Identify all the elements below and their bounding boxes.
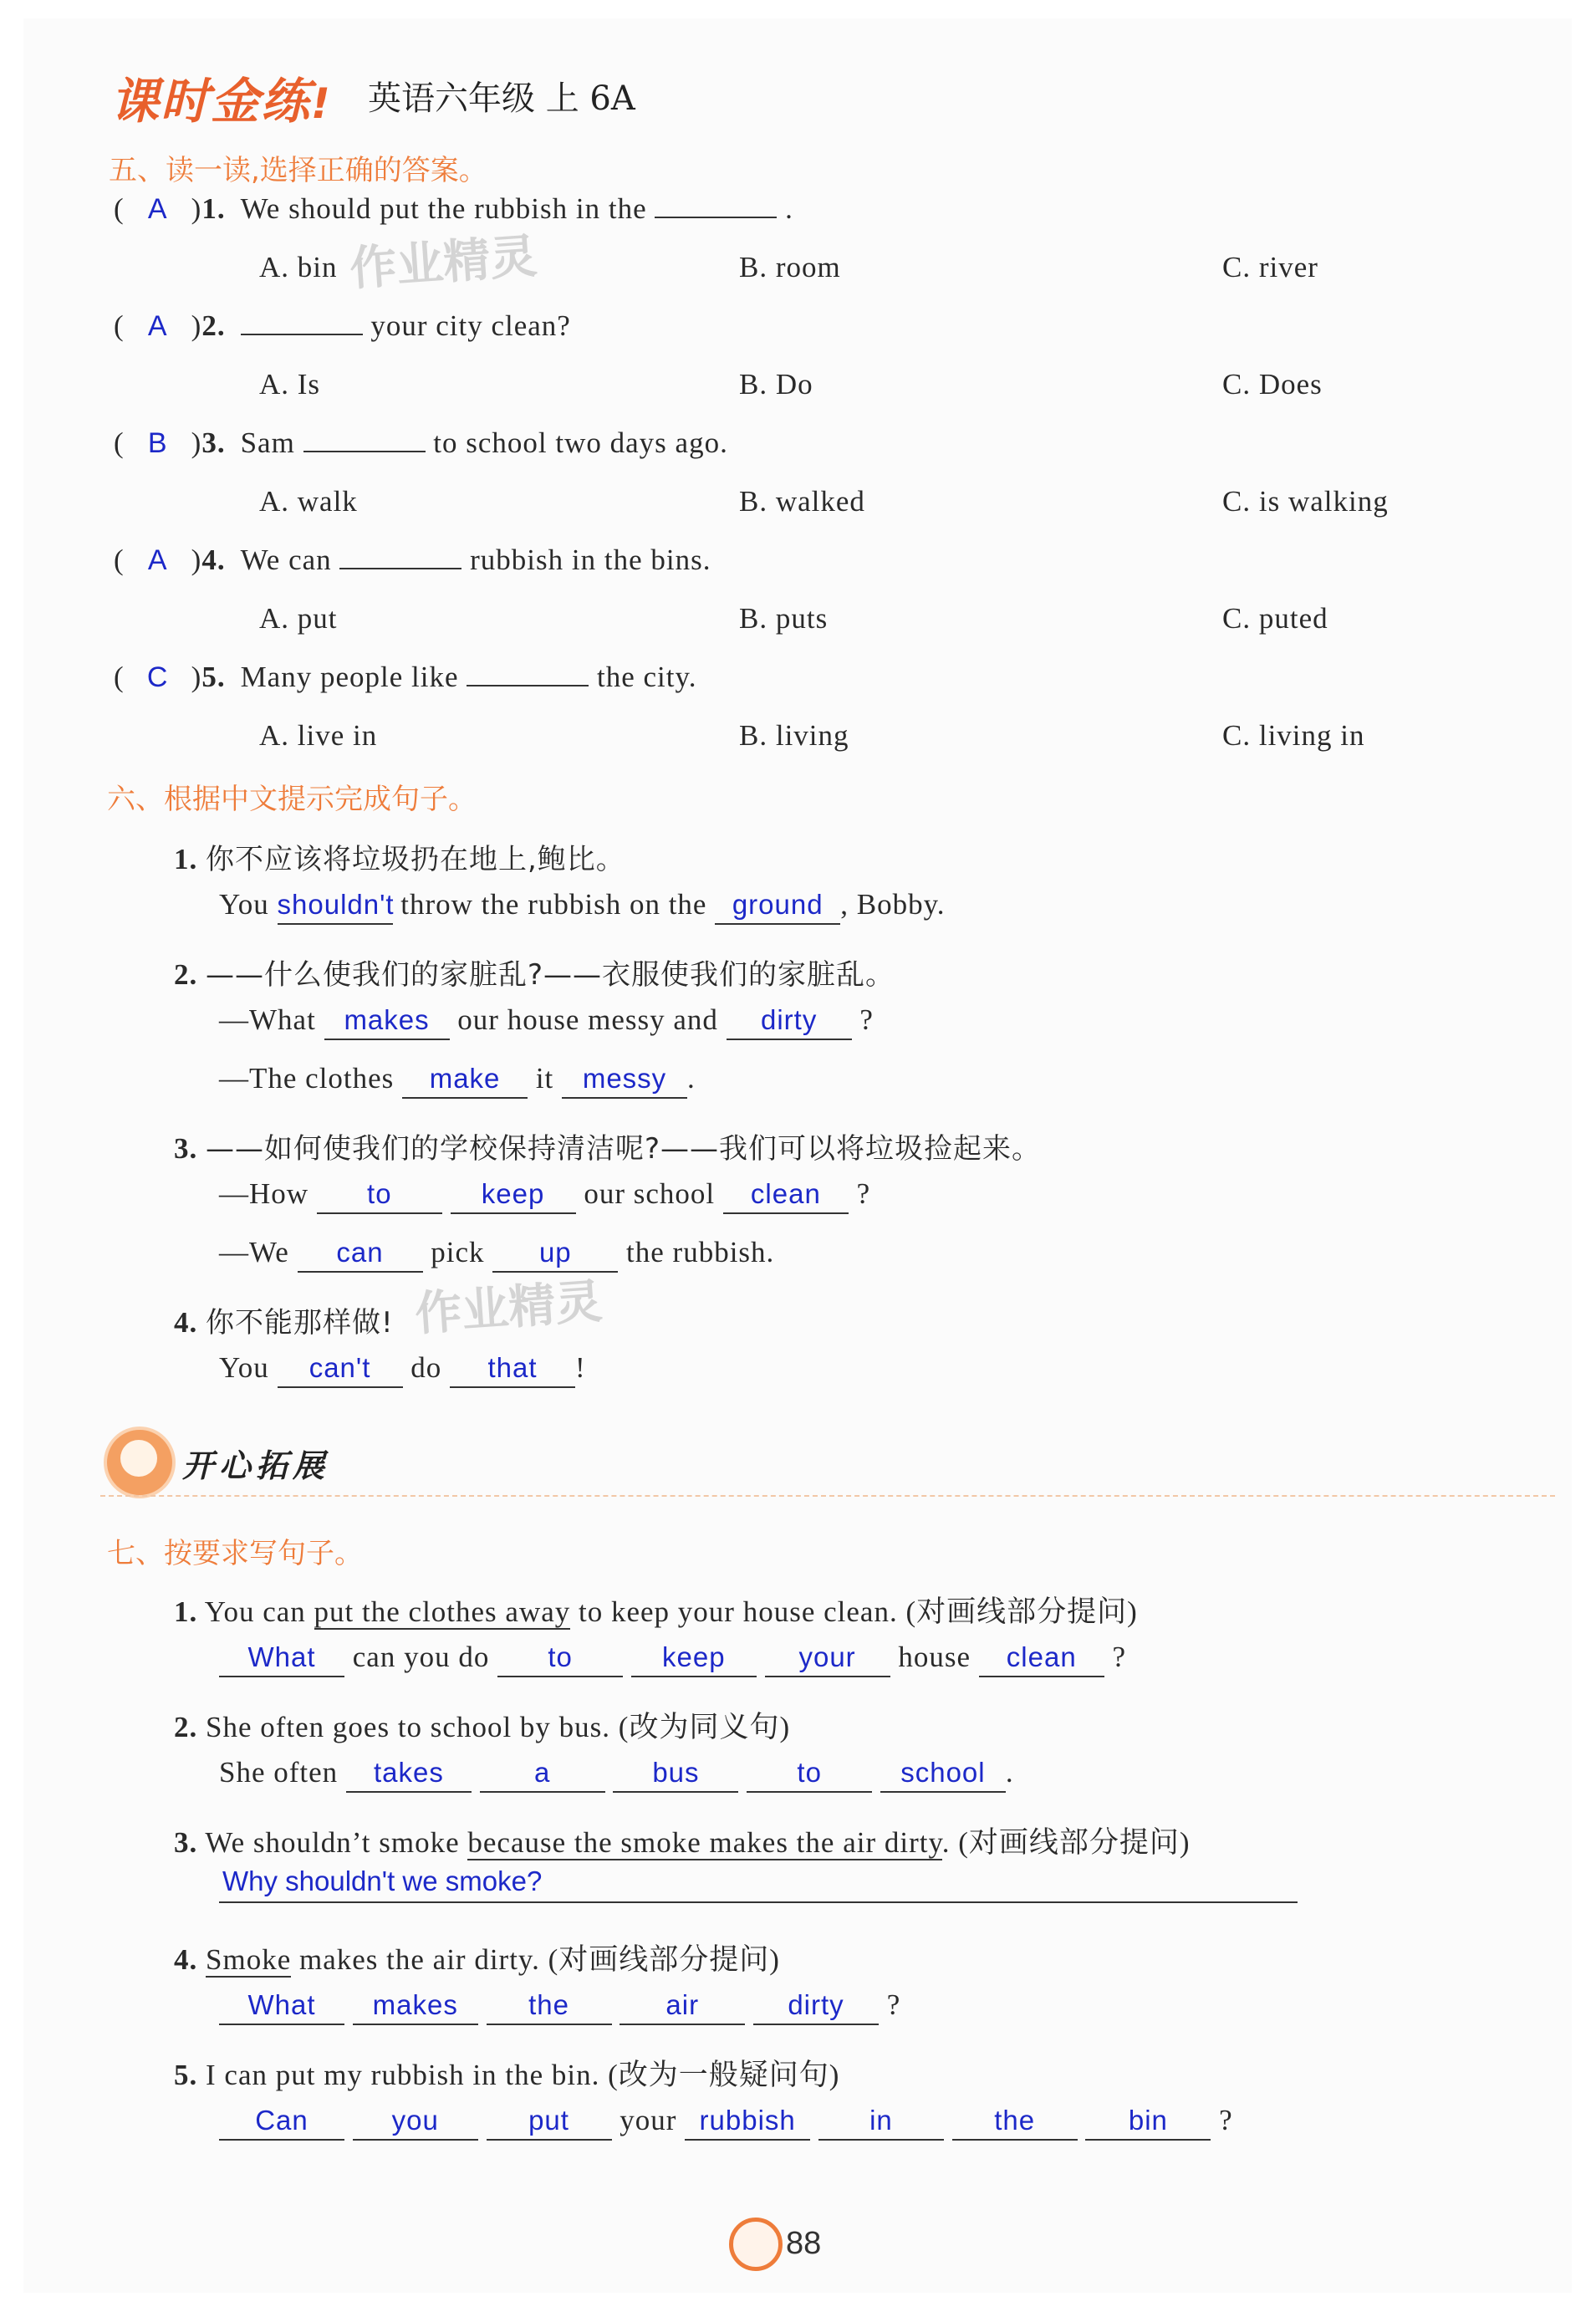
option-a[interactable]: A. bin [259, 251, 338, 283]
option-b[interactable]: B. Do [739, 368, 813, 401]
sentence-text: ? [856, 1177, 871, 1210]
s6-q3-line1 [219, 1177, 870, 1214]
s6-q3-prompt [174, 1125, 1041, 1166]
answer-blank[interactable]: up [492, 1238, 618, 1273]
chinese-hint: 你不能那样做! [206, 1306, 394, 1340]
s7-q2-line [219, 1756, 1014, 1793]
sentence-text: She often [219, 1756, 339, 1789]
page-subtitle: 英语六年级 上 6A [368, 79, 635, 118]
answer-blank[interactable]: school [880, 1758, 1006, 1793]
s6-q3-line2 [219, 1236, 774, 1273]
answer-blank[interactable]: air [620, 1991, 745, 2025]
s7-q2-prompt [174, 1704, 790, 1746]
mc-question [114, 661, 696, 694]
sentence-text: our school [584, 1177, 716, 1210]
sentence-text: She often goes to school by bus. (改为同义句) [206, 1711, 791, 1743]
q-number: 2. [174, 1711, 198, 1743]
sentence-text: makes the air dirty. (对画线部分提问) [291, 1943, 780, 1976]
paren-close: ) [191, 544, 202, 576]
question-blank[interactable] [655, 212, 777, 218]
sentence-text: You [219, 1351, 269, 1384]
sentence-text: . [785, 192, 793, 225]
underlined-phrase: Smoke [206, 1943, 292, 1976]
sentence-text: to keep your house clean. (对画线部分提问) [570, 1595, 1138, 1628]
option-a[interactable]: A. live in [259, 719, 378, 752]
question-blank[interactable] [241, 329, 363, 335]
sentence-text: We shouldn’t smoke [205, 1826, 468, 1859]
sentence-text: You [219, 888, 269, 921]
q-number: 1. [201, 192, 226, 225]
answer-blank[interactable]: messy [562, 1064, 687, 1099]
option-c[interactable]: C. river [1222, 251, 1318, 283]
brand-mark: ! [311, 79, 332, 128]
sentence-text: —How [219, 1177, 309, 1210]
s6-q2-line2 [219, 1062, 696, 1099]
q-number: 4. [174, 1306, 198, 1339]
option-a[interactable]: A. walk [259, 485, 358, 518]
q-number: 2. [174, 958, 198, 991]
paren-open: ( [114, 192, 125, 225]
paren-close: ) [191, 192, 202, 225]
sentence-text: ? [1112, 1641, 1127, 1673]
answer-blank[interactable]: makes [353, 1991, 478, 2025]
underlined-phrase: because the smoke makes the air dirty [467, 1826, 942, 1859]
s7-q4-line [219, 1988, 900, 2025]
sentence-text: . (对画线部分提问) [941, 1826, 1191, 1859]
question-blank[interactable] [303, 446, 426, 452]
paren-open: ( [114, 426, 125, 459]
s7-q4-prompt [174, 1937, 780, 1978]
answer-blank[interactable]: shouldn't [278, 891, 393, 925]
s7-q3-line [219, 1866, 1298, 1903]
watermark: 作业精灵 [348, 229, 539, 297]
answer-blank[interactable]: that [450, 1354, 575, 1388]
sentence-text: ? [886, 1988, 901, 2021]
s6-q2-line1 [219, 1003, 874, 1040]
q-number: 3. [174, 1132, 198, 1165]
answer-blank[interactable]: Can [219, 2106, 344, 2141]
sentence-text: We can [240, 544, 332, 576]
answer-blank[interactable]: to [317, 1180, 442, 1214]
answer-blank[interactable]: keep [631, 1643, 757, 1677]
banner-label: 开心拓展 [182, 1447, 330, 1484]
sentence-text: house [898, 1641, 971, 1673]
answer-blank[interactable]: the [952, 2106, 1078, 2141]
mc-answer[interactable]: C [146, 661, 169, 693]
answer-blank[interactable]: clean [979, 1643, 1104, 1677]
sentence-text: ? [859, 1003, 874, 1036]
option-c[interactable]: C. living in [1222, 719, 1365, 752]
answer-blank[interactable]: makes [324, 1006, 450, 1040]
option-b[interactable]: B. puts [739, 602, 829, 635]
answer-blank[interactable]: you [353, 2106, 478, 2141]
s7-q1-prompt [174, 1589, 1138, 1631]
answer-blank[interactable]: to [497, 1643, 623, 1677]
section7-title: 七、按要求写句子。 [107, 1537, 363, 1570]
option-b[interactable]: B. living [739, 719, 849, 752]
paren-close: ) [191, 309, 202, 342]
mc-question [114, 544, 711, 577]
option-b[interactable]: B. room [739, 251, 841, 283]
brand-text: 课时金练 [110, 73, 312, 130]
sentence-text: throw the rubbish on the [400, 888, 707, 921]
question-blank[interactable] [339, 563, 461, 569]
sentence-text: can you do [352, 1641, 490, 1673]
s6-q1-line [219, 888, 946, 925]
mascot-badge-icon [104, 1426, 176, 1498]
answer-blank[interactable]: dirty [727, 1006, 852, 1040]
sentence-text: the city. [597, 661, 697, 693]
sentence-text: —We [219, 1236, 289, 1268]
answer-blank[interactable]: keep [451, 1180, 576, 1214]
answer-blank[interactable]: dirty [753, 1991, 879, 2025]
answer-blank[interactable]: can't [278, 1354, 403, 1388]
sentence-text: Sam [240, 426, 295, 459]
banner-divider [100, 1495, 1555, 1497]
page-number: 88 [786, 2226, 822, 2261]
q-number: 4. [201, 544, 226, 576]
answer-blank[interactable]: rubbish [685, 2106, 810, 2141]
answer-blank[interactable]: a [480, 1758, 605, 1793]
sentence-text: the rubbish. [626, 1236, 775, 1268]
q-number: 4. [174, 1943, 198, 1976]
watermark: 作业精灵 [413, 1274, 604, 1342]
s7-q3-prompt [174, 1819, 1191, 1861]
s7-q5-line [219, 2104, 1233, 2141]
mc-question [114, 192, 793, 226]
paren-open: ( [114, 661, 125, 693]
s6-q4-prompt [174, 1299, 394, 1340]
sentence-text: do [410, 1351, 442, 1384]
answer-blank[interactable]: ground [715, 891, 840, 925]
sentence-text: . [1005, 1756, 1014, 1789]
mc-question [114, 426, 728, 460]
sentence-text: it [535, 1062, 554, 1095]
paren-open: ( [114, 544, 125, 576]
answer-blank[interactable]: your [765, 1643, 890, 1677]
option-c[interactable]: C. is walking [1222, 485, 1389, 518]
paren-close: ) [191, 661, 202, 693]
sentence-text: You can [204, 1595, 314, 1628]
sentence-text: ! [575, 1351, 586, 1384]
answer-blank[interactable]: takes [346, 1758, 472, 1793]
mc-question [114, 309, 571, 343]
q-number: 3. [174, 1826, 198, 1859]
q-number: 1. [174, 1595, 198, 1628]
q-number: 5. [174, 2059, 198, 2091]
answer-blank[interactable]: in [818, 2106, 944, 2141]
option-a[interactable]: A. Is [259, 368, 321, 401]
sentence-text: , Bobby. [840, 888, 946, 921]
s7-q5-prompt [174, 2052, 839, 2094]
section5-title: 五、读一读,选择正确的答案。 [109, 154, 487, 187]
sentence-text: to school two days ago. [433, 426, 728, 459]
sentence-text: . [687, 1062, 696, 1095]
mc-answer[interactable]: B [147, 427, 168, 459]
option-a[interactable]: A. put [259, 602, 338, 635]
sentence-text: —What [219, 1003, 316, 1036]
answer-blank[interactable]: What [219, 1643, 344, 1677]
sentence-text: your [620, 2104, 677, 2136]
sentence-text: pick [431, 1236, 485, 1268]
answer-blank[interactable]: the [487, 1991, 612, 2025]
s6-q1-prompt [174, 836, 625, 877]
answer-blank[interactable]: put [487, 2106, 612, 2141]
question-blank[interactable] [467, 680, 589, 686]
answer-blank[interactable]: bus [613, 1758, 738, 1793]
section6-title: 六、根据中文提示完成句子。 [107, 783, 477, 816]
answer-blank[interactable]: clean [723, 1180, 849, 1214]
answer-blank[interactable]: make [402, 1064, 528, 1099]
mc-answer[interactable]: A [147, 193, 168, 225]
mc-answer[interactable]: A [147, 544, 168, 576]
q-number: 2. [201, 309, 226, 342]
page-mascot-icon [729, 2218, 783, 2271]
s7-q1-line [219, 1641, 1126, 1677]
chinese-hint: 你不应该将垃圾扔在地上,鲍比。 [206, 843, 625, 876]
chinese-hint: ——什么使我们的家脏乱?——衣服使我们的家脏乱。 [206, 958, 895, 992]
s6-q2-prompt [174, 952, 895, 993]
sentence-text: ? [1219, 2104, 1233, 2136]
option-c[interactable]: C. Does [1222, 368, 1323, 401]
q-number: 3. [201, 426, 226, 459]
sentence-text: I can put my rubbish in the bin. (改为一般疑问句) [206, 2059, 840, 2091]
answer-line[interactable]: Why shouldn't we smoke? [219, 1866, 1298, 1903]
chinese-hint: ——如何使我们的学校保持清洁呢?——我们可以将垃圾捡起来。 [206, 1132, 1042, 1166]
sentence-text: We should put the rubbish in the [240, 192, 647, 225]
sentence-text: —The clothes [219, 1062, 395, 1095]
underlined-phrase: put the clothes away [314, 1595, 571, 1628]
sentence-text: Many people like [240, 661, 459, 693]
q-number: 1. [174, 843, 198, 875]
sentence-text: rubbish in the bins. [470, 544, 711, 576]
sentence-text: your city clean? [370, 309, 571, 342]
paren-close: ) [191, 426, 202, 459]
brand-logo [110, 62, 332, 132]
answer-blank[interactable]: can [298, 1238, 423, 1273]
mascot-face-icon [120, 1440, 157, 1477]
option-b[interactable]: B. walked [739, 485, 865, 518]
answer-blank[interactable]: to [747, 1758, 872, 1793]
mc-answer[interactable]: A [147, 310, 168, 342]
q-number: 5. [201, 661, 226, 693]
s6-q4-line [219, 1351, 586, 1388]
answer-blank[interactable]: What [219, 1991, 344, 2025]
answer-blank[interactable]: bin [1085, 2106, 1211, 2141]
option-c[interactable]: C. puted [1222, 602, 1328, 635]
paren-open: ( [114, 309, 125, 342]
sentence-text: our house messy and [457, 1003, 718, 1036]
